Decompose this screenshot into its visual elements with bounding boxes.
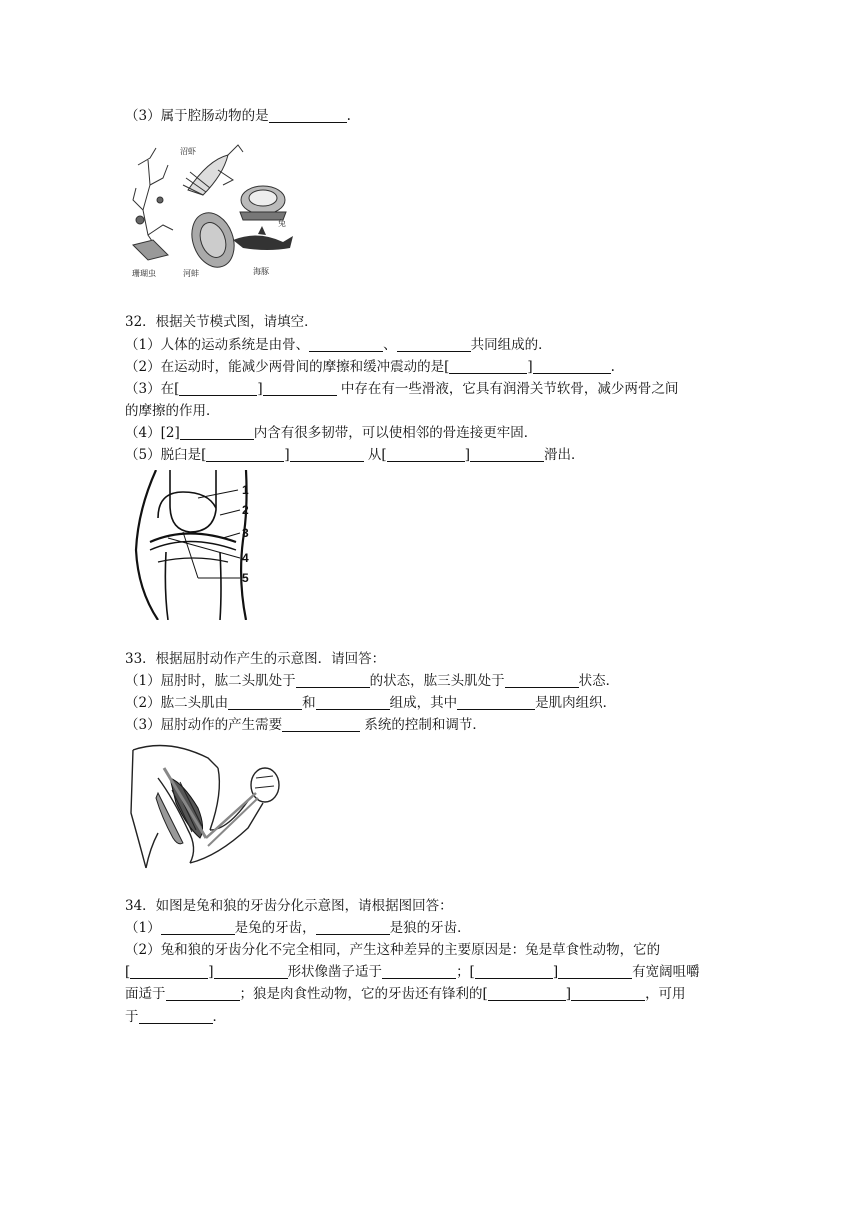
q33-part3: （3）屈肘动作的产生需要 系统的控制和调节． [125, 717, 486, 733]
q32-part1: （1）人体的运动系统是由骨、 、 共同组成的． [125, 337, 552, 353]
answer-blank[interactable] [206, 447, 284, 462]
q33-title: 33．根据屈肘动作产生的示意图．请回答： [125, 651, 386, 667]
q33-part2: （2）肱二头肌由 和 组成，其中 是肌肉组织． [125, 695, 617, 711]
q32-part2: （2）在运动时，能减少两骨间的摩擦和缓冲震动的是[ ] . [125, 359, 615, 375]
answer-blank[interactable] [457, 695, 535, 710]
answer-blank[interactable] [166, 986, 240, 1001]
answer-blank[interactable] [214, 964, 288, 979]
q34-part1: （1） 是兔的牙齿， 是狼的牙齿． [125, 920, 471, 936]
label-5: 5 [242, 571, 249, 585]
answer-blank[interactable] [282, 717, 360, 732]
label-3: 3 [242, 526, 249, 540]
animals-figure [128, 140, 298, 280]
answer-blank[interactable] [397, 337, 471, 352]
q33-part1: （1）屈肘时，肱二头肌处于 的状态，肱三头肌处于 状态． [125, 673, 620, 689]
answer-blank[interactable] [228, 695, 302, 710]
joint-diagram [128, 470, 268, 620]
answer-blank[interactable] [533, 359, 611, 374]
label-clam: 河蚌 [183, 269, 199, 278]
answer-blank[interactable] [309, 337, 383, 352]
label-2: 2 [242, 503, 249, 517]
q32-title: 32．根据关节模式图，请填空． [125, 314, 318, 330]
answer-blank[interactable] [488, 986, 566, 1001]
answer-blank[interactable] [571, 986, 645, 1001]
answer-blank[interactable] [139, 1009, 213, 1024]
dolphin-drawing [233, 226, 293, 250]
q32-part3-cont: 的摩擦的作用． [125, 403, 220, 419]
q34-title: 34．如图是兔和狼的牙齿分化示意图，请根据图回答： [125, 898, 453, 914]
answer-blank[interactable] [475, 964, 553, 979]
label-coral: 珊瑚虫 [132, 269, 156, 278]
answer-blank[interactable] [161, 920, 235, 935]
answer-blank[interactable] [179, 381, 257, 396]
q32-part4: （4）[2] 内含有很多韧带，可以使相邻的骨连接更牢固． [125, 425, 538, 441]
label-rabbit: 兔 [278, 219, 286, 228]
answer-blank[interactable] [505, 673, 579, 688]
arm-diagram [128, 738, 288, 873]
label-1: 1 [242, 483, 249, 497]
answer-blank[interactable] [316, 695, 390, 710]
answer-blank[interactable] [269, 108, 347, 123]
q34-part2-line2: [ ] 形状像凿子适于 ；[ ] 有宽阔咀嚼 [125, 964, 700, 980]
answer-blank[interactable] [180, 425, 254, 440]
q34-part2: （2）兔和狼的牙齿分化不完全相同，产生这种差异的主要原因是：兔是草食性动物，它的 [125, 942, 661, 958]
q31-part3: （3）属于腔肠动物的是 . [125, 108, 351, 124]
label-dolphin: 海豚 [253, 267, 269, 276]
answer-blank[interactable] [382, 964, 456, 979]
answer-blank[interactable] [290, 447, 364, 462]
q34-part2-line4: 于 ． [125, 1009, 226, 1025]
anemone-drawing [240, 186, 286, 220]
answer-blank[interactable] [316, 920, 390, 935]
answer-blank[interactable] [387, 447, 465, 462]
q32-part3: （3）在[ ] 中存在有一些滑液，它具有润滑关节软骨，减少两骨之间 [125, 381, 679, 397]
clam-drawing [185, 207, 242, 273]
coral-drawing [133, 148, 173, 260]
q34-part2-line3: 面适于 ；狼是肉食性动物，它的牙齿还有锋利的[ ] ，可用 [125, 986, 686, 1002]
answer-blank[interactable] [558, 964, 632, 979]
label-shrimp: 沼虾 [180, 147, 196, 156]
answer-blank[interactable] [449, 359, 527, 374]
answer-blank[interactable] [130, 964, 208, 979]
answer-blank[interactable] [470, 447, 544, 462]
q32-part5: （5）脱臼是[ ] 从[ ] 滑出． [125, 447, 585, 463]
answer-blank[interactable] [263, 381, 337, 396]
label-4: 4 [242, 551, 249, 565]
answer-blank[interactable] [296, 673, 370, 688]
